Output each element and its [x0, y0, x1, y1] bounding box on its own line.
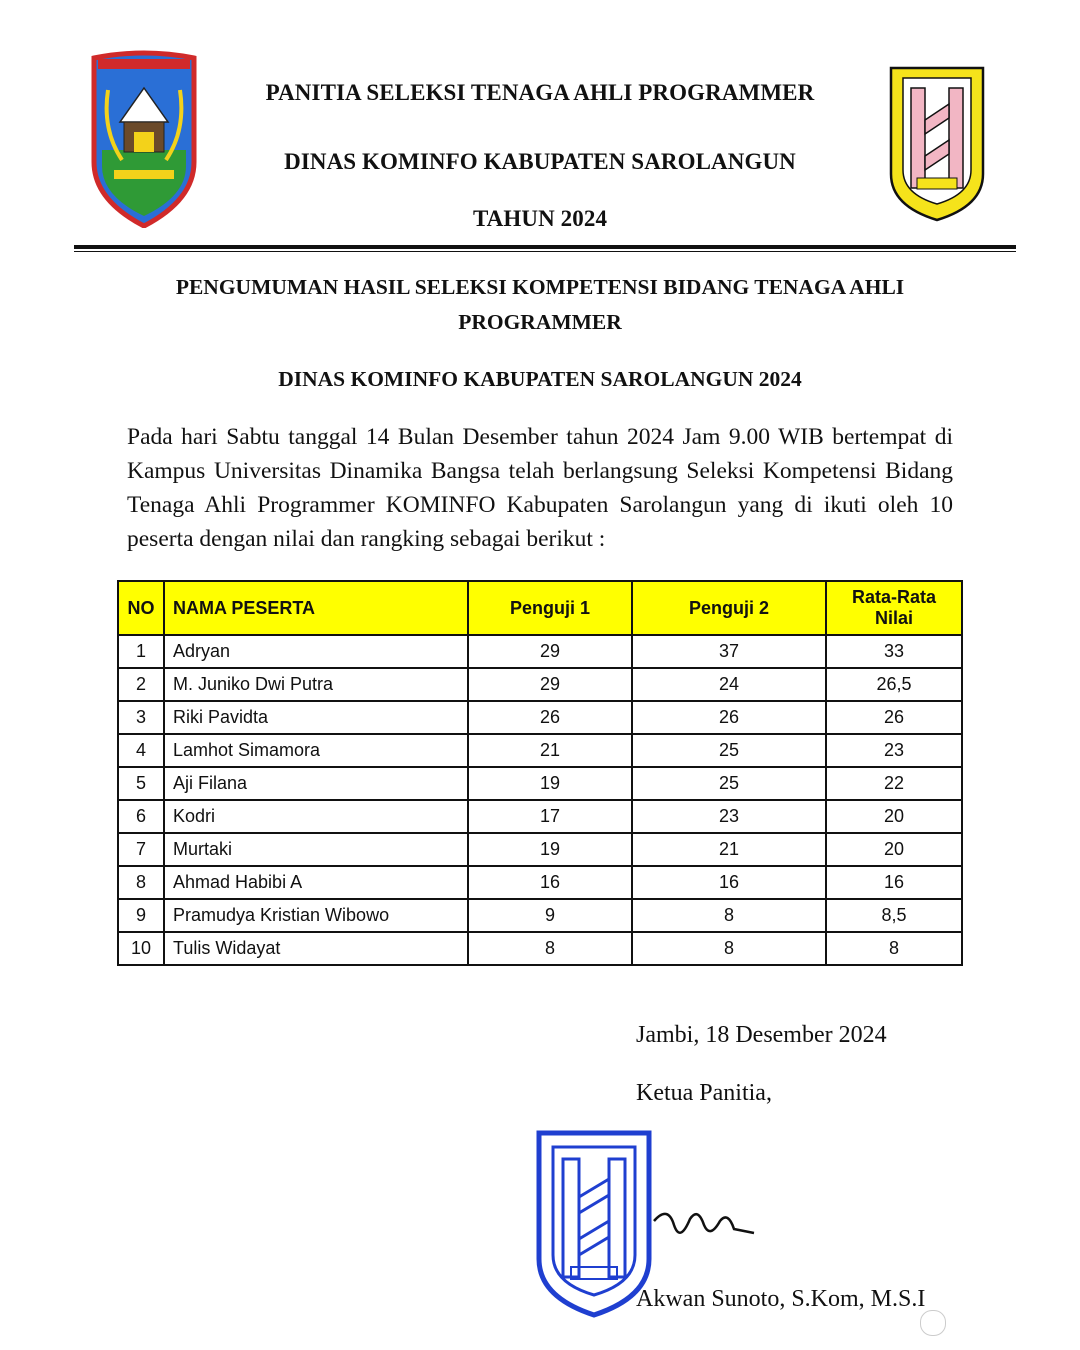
table-row	[118, 800, 962, 833]
col-header-name: NAMA PESERTA	[164, 581, 468, 635]
row-average: 26	[826, 701, 962, 734]
row-no: 2	[118, 668, 164, 701]
row-average: 26,5	[826, 668, 962, 701]
row-no: 7	[118, 833, 164, 866]
kabupaten-sarolangun-logo	[88, 50, 200, 228]
table-row	[118, 635, 962, 668]
row-no: 6	[118, 800, 164, 833]
unama-emblem-icon	[887, 64, 987, 222]
row-examiner-1: 8	[468, 932, 632, 965]
announcement-title-line1: PENGUMUMAN HASIL SELEKSI KOMPETENSI BIDANG TENAGA AHLI	[175, 275, 905, 299]
watermark-icon	[920, 1310, 946, 1336]
row-name: Ahmad Habibi A	[164, 866, 468, 899]
row-name: Adryan	[164, 635, 468, 668]
announcement-title-line2: PROGRAMMER	[458, 310, 622, 334]
row-examiner-1: 21	[468, 734, 632, 767]
signer-name: Akwan Sunoto, S.Kom, M.S.I	[636, 1286, 926, 1312]
handwritten-signature	[650, 1185, 760, 1255]
table-row	[118, 932, 962, 965]
results-table	[117, 580, 963, 966]
table-row	[118, 866, 962, 899]
row-name: Lamhot Simamora	[164, 734, 468, 767]
row-examiner-1: 19	[468, 767, 632, 800]
row-examiner-2: 21	[632, 833, 826, 866]
header-committee-title: PANITIA SELEKSI TENAGA AHLI PROGRAMMER	[265, 80, 815, 105]
row-name: Pramudya Kristian Wibowo	[164, 899, 468, 932]
row-name: M. Juniko Dwi Putra	[164, 668, 468, 701]
table-row	[118, 899, 962, 932]
row-examiner-2: 16	[632, 866, 826, 899]
row-examiner-1: 29	[468, 668, 632, 701]
row-examiner-2: 23	[632, 800, 826, 833]
row-examiner-2: 37	[632, 635, 826, 668]
row-average: 23	[826, 734, 962, 767]
row-no: 4	[118, 734, 164, 767]
row-no: 9	[118, 899, 164, 932]
row-average: 20	[826, 800, 962, 833]
col-header-examiner-1: Penguji 1	[468, 581, 632, 635]
row-examiner-2: 25	[632, 734, 826, 767]
col-header-examiner-2: Penguji 2	[632, 581, 826, 635]
header-year: TAHUN 2024	[472, 206, 608, 231]
row-average: 8,5	[826, 899, 962, 932]
row-examiner-1: 16	[468, 866, 632, 899]
row-no: 5	[118, 767, 164, 800]
row-examiner-1: 17	[468, 800, 632, 833]
header-divider-thick	[74, 245, 1016, 249]
row-examiner-2: 25	[632, 767, 826, 800]
table-row	[118, 833, 962, 866]
unama-logo	[887, 64, 987, 222]
table-row	[118, 734, 962, 767]
row-examiner-2: 26	[632, 701, 826, 734]
header-divider-thin	[74, 251, 1016, 252]
row-name: Murtaki	[164, 833, 468, 866]
row-examiner-1: 26	[468, 701, 632, 734]
row-average: 22	[826, 767, 962, 800]
row-no: 8	[118, 866, 164, 899]
row-name: Tulis Widayat	[164, 932, 468, 965]
row-no: 1	[118, 635, 164, 668]
row-no: 10	[118, 932, 164, 965]
row-examiner-2: 8	[632, 932, 826, 965]
results-table-header	[118, 581, 962, 635]
row-examiner-1: 19	[468, 833, 632, 866]
row-name: Kodri	[164, 800, 468, 833]
table-row	[118, 767, 962, 800]
row-examiner-2: 24	[632, 668, 826, 701]
table-row	[118, 701, 962, 734]
results-table-body	[118, 635, 962, 965]
row-name: Riki Pavidta	[164, 701, 468, 734]
header-agency: DINAS KOMINFO KABUPATEN SAROLANGUN	[284, 149, 796, 174]
row-average: 16	[826, 866, 962, 899]
kabupaten-emblem-icon	[88, 50, 200, 228]
row-examiner-1: 29	[468, 635, 632, 668]
row-examiner-2: 8	[632, 899, 826, 932]
col-header-average: Rata-Rata Nilai	[826, 581, 962, 635]
announcement-subtitle: DINAS KOMINFO KABUPATEN SAROLANGUN 2024	[278, 367, 802, 391]
table-row	[118, 668, 962, 701]
row-name: Aji Filana	[164, 767, 468, 800]
signature-place-date: Jambi, 18 Desember 2024	[636, 1022, 887, 1048]
announcement-paragraph: Pada hari Sabtu tanggal 14 Bulan Desember tahun 2024 Jam 9.00 WIB bertempat di Kampus Universitas Dinamika Bangsa telah berlangsung Seleksi Kompetensi Bidang Tenaga Ahli Programmer KOMINFO Kabupaten Sarolangun yang di ikuti oleh 10 peserta dengan nilai dan rangking sebagai berikut :	[127, 424, 953, 552]
row-average: 8	[826, 932, 962, 965]
row-no: 3	[118, 701, 164, 734]
row-average: 33	[826, 635, 962, 668]
col-header-no: NO	[118, 581, 164, 635]
row-examiner-1: 9	[468, 899, 632, 932]
row-average: 20	[826, 833, 962, 866]
signature-role: Ketua Panitia,	[636, 1080, 772, 1106]
